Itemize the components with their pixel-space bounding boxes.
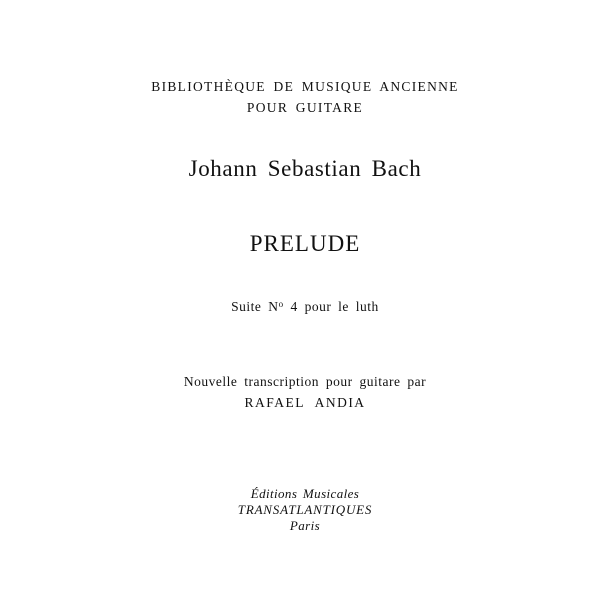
series-title-line-2: POUR GUITARE — [246, 100, 364, 115]
subtitle-after: 4 pour le luth — [283, 299, 379, 314]
subtitle-before: Suite N — [231, 299, 279, 314]
publisher-city: Paris — [289, 518, 321, 533]
arranger-name: RAFAEL ANDIA — [244, 395, 366, 410]
work-subtitle — [0, 299, 610, 315]
publisher-line-1: Éditions Musicales — [250, 486, 360, 501]
publisher-line-2: TRANSATLANTIQUES — [237, 502, 373, 517]
series-title-line-1: BIBLIOTHÈQUE DE MUSIQUE ANCIENNE — [151, 79, 459, 94]
work-title: PRELUDE — [249, 231, 361, 256]
subtitle-superscript: o — [278, 299, 284, 309]
composer-name: Johann Sebastian Bach — [188, 156, 422, 181]
transcription-credit: Nouvelle transcription pour guitare par — [183, 374, 427, 389]
